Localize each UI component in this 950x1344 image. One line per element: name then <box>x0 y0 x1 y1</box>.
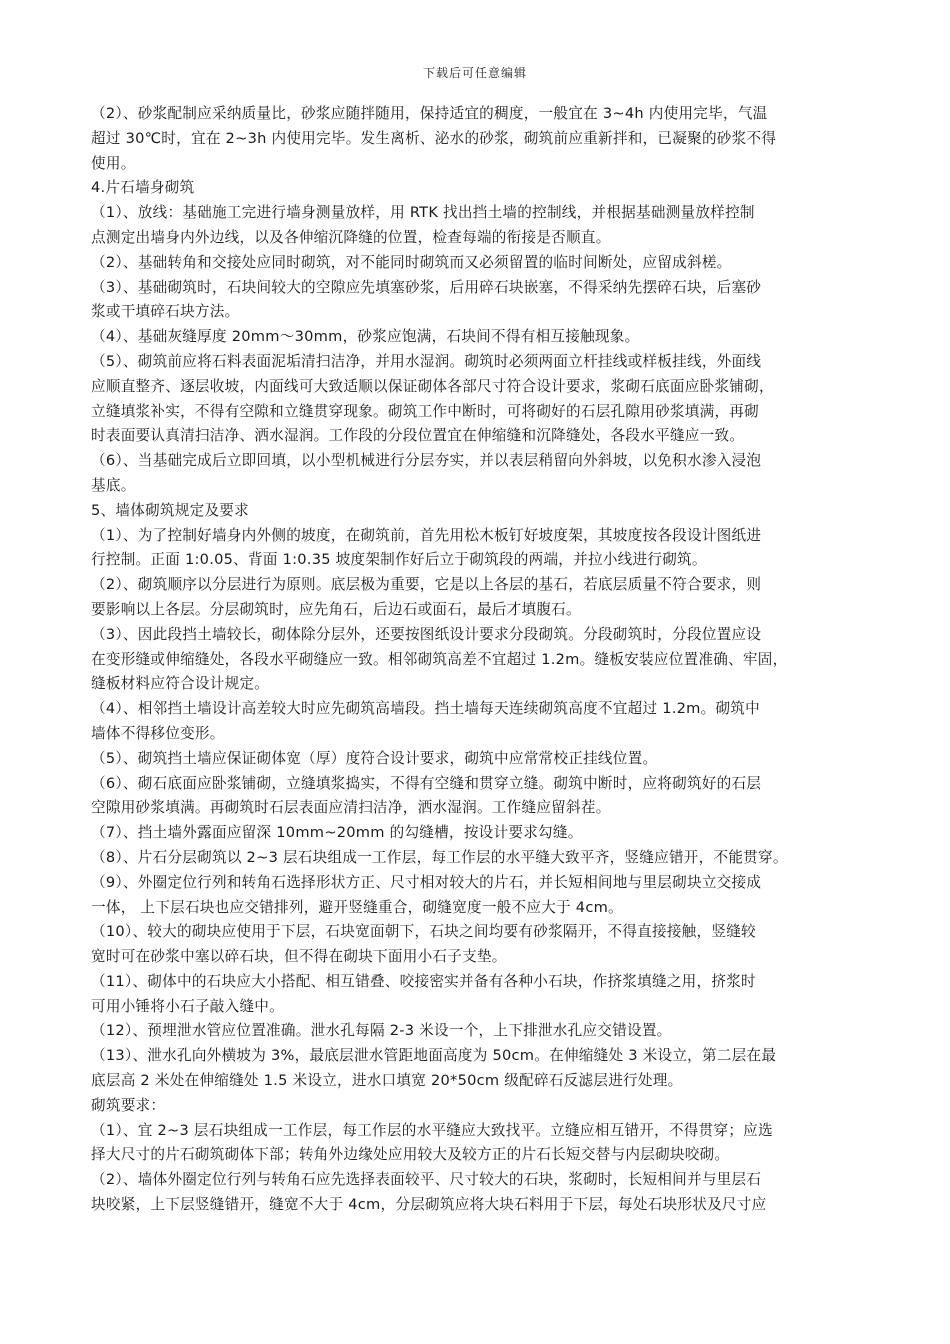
text-line: 墙体不得移位变形。 <box>91 724 225 742</box>
text-line: 使用。 <box>91 154 136 172</box>
text-line: 点测定出墙身内外边线，以及各伸缩沉降缝的位置，检查每端的衔接是否顺直。 <box>91 228 611 246</box>
text-line: 宽时可在砂浆中塞以碎石块，但不得在砌块下面用小石子支垫。 <box>91 948 507 966</box>
text-line: 时表面要认真清扫洁净、洒水湿润。工作段的分段位置宜在伸缩缝和沉降缝处，各段水平缝应一致。 <box>91 427 745 445</box>
page-header: 下载后可任意编辑 <box>422 66 527 80</box>
text-line: （1）、宜 2~3 层石块组成一工作层，每工作层的水平缝应大致找平。立缝应相互错开，不得贯穿；应选 <box>91 1121 773 1139</box>
text-line: （2）、砂浆配制应采纳质量比，砂浆应随拌随用，保持适宜的稠度，一般宜在 3~4h 内使用完毕，气温 <box>91 105 768 122</box>
document-body <box>91 102 866 1218</box>
text-line: （5）、砌筑挡土墙应保证砌体宽（厚）度符合设计要求，砌筑中应常常校正挂线位置。 <box>91 749 658 767</box>
text-line: 立缝填浆补实，不得有空隙和立缝贯穿现象。砌筑工作中断时，可将砌好的石层孔隙用砂浆填满，再砌 <box>91 402 759 420</box>
text-line: 砌筑要求： <box>91 1096 166 1114</box>
text-line: （3）、基础砌筑时，石块间较大的空隙应先填塞砂浆，后用碎石块嵌塞，不得采纳先摆碎石块，后塞砂 <box>91 278 762 296</box>
text-line: 可用小锤将小石子敲入缝中。 <box>91 997 284 1015</box>
text-line: （8）、片石分层砌筑以 2~3 层石块组成一工作层，每工作层的水平缝大致平齐，竖缝应错开，不能贯穿。 <box>91 848 788 866</box>
text-line: 4.片石墙身砌筑 <box>91 179 195 197</box>
text-line: 一体， 上下层石块也应交错排列，避开竖缝重合，砌缝宽度一般不应大于 4cm。 <box>91 898 623 916</box>
text-line: （6）、当基础完成后立即回填，以小型机械进行分层夯实，并以表层稍留向外斜坡，以免积水渗入浸泡 <box>91 452 762 470</box>
text-line: （2）、砌筑顺序以分层进行为原则。底层极为重要，它是以上各层的基石，若底层质量不符合要求，则 <box>91 576 762 594</box>
text-line: 基底。 <box>91 476 136 494</box>
text-line: 应顺直整齐、逐层收坡，内面线可大致适顺以保证砌体各部尺寸符合设计要求，浆砌石底面应卧浆铺砌， <box>91 377 774 395</box>
text-line: （3）、因此段挡土墙较长，砌体除分层外，还要按图纸设计要求分段砌筑。分段砌筑时，分段位置应设 <box>91 625 762 643</box>
text-line: （13）、泄水孔向外横坡为 3%，最底层泄水管距地面高度为 50cm。在伸缩缝处 3 米设立，第二层在最 <box>91 1047 777 1065</box>
text-line: 块咬紧，上下层竖缝错开，缝宽不大于 4cm，分层砌筑应将大块石料用于下层，每处石块形状及尺寸应 <box>91 1196 767 1214</box>
text-line: （4）、基础灰缝厚度 20mm～30mm，砂浆应饱满，石块间不得有相互接触现象。 <box>91 328 640 346</box>
text-line: （5）、砌筑前应将石料表面泥垢清扫洁净，并用水湿润。砌筑时必须两面立杆挂线或样板挂线，外面线 <box>91 352 762 370</box>
text-line: 择大尺寸的片石砌筑砌体下部；转角外边缘处应用较大及较方正的片石长短交替与内层砌块咬砌。 <box>91 1146 730 1164</box>
text-line: 要影响以上各层。分层砌筑时，应先角石，后边石或面石，最后才填腹石。 <box>91 600 581 618</box>
text-line: （4）、相邻挡土墙设计高差较大时应先砌筑高墙段。挡土墙每天连续砌筑高度不宜超过 1.2m。砌筑中 <box>91 700 760 718</box>
text-line: 浆或干填碎石块方法。 <box>91 303 240 321</box>
text-line: 底层高 2 米处在伸缩缝处 1.5 米设立，进水口填宽 20*50cm 级配碎石反滤层进行处理。 <box>91 1072 683 1090</box>
text-line: （1）、为了控制好墙身内外侧的坡度，在砌筑前，首先用松木板钉好坡度架，其坡度按各段设计图纸进 <box>91 526 762 544</box>
text-line: 超过 30℃时，宜在 2~3h 内使用完毕。发生离析、泌水的砂浆，砌筑前应重新拌和，已凝聚的砂浆不得 <box>91 129 777 147</box>
text-line: （7）、挡土墙外露面应留深 10mm~20mm 的勾缝槽，按设计要求勾缝。 <box>91 824 583 842</box>
text-line: （9）、外圈定位行列和转角石选择形状方正、尺寸相对较大的片石，并长短相间地与里层砌块立交接成 <box>91 873 762 891</box>
text-line: 空隙用砂浆填满。再砌筑时石层表面应清扫洁净，洒水湿润。工作缝应留斜茬。 <box>91 799 611 817</box>
text-line: （6）、砌石底面应卧浆铺砌，立缝填浆捣实，不得有空缝和贯穿立缝。砌筑中断时，应将砌筑好的石层 <box>91 774 762 792</box>
text-line: 缝板材料应符合设计规定。 <box>91 675 270 693</box>
text-line: 在变形缝或伸缩缝处，各段水平砌缝应一致。相邻砌筑高差不宜超过 1.2m。缝板安装应位置准确、牢固， <box>91 650 788 668</box>
text-line: 5、墙体砌筑规定及要求 <box>91 501 249 519</box>
text-line: （12）、预埋泄水管应位置准确。泄水孔每隔 2-3 米设一个，上下排泄水孔应交错设置。 <box>91 1022 672 1040</box>
text-line: （2）、基础转角和交接处应同时砌筑，对不能同时砌筑而又必须留置的临时间断处，应留成斜槎。 <box>91 253 732 271</box>
text-line: 行控制。正面 1:0.05、背面 1:0.35 坡度架制作好后立于砌筑段的两端，并拉小线进行砌筑。 <box>91 551 707 569</box>
text-line: （2）、墙体外圈定位行列与转角石应先选择表面较平、尺寸较大的石块，浆砌时，长短相间并与里层石 <box>91 1171 762 1189</box>
text-line: （10）、较大的砌块应使用于下层，石块宽面朝下，石块之间均要有砂浆隔开，不得直接接触，竖缝较 <box>91 923 756 941</box>
text-line: （1）、放线：基础施工完进行墙身测量放样，用 RTK 找出挡土墙的控制线，并根据基础测量放样控制 <box>91 204 755 222</box>
text-line: （11）、砌体中的石块应大小搭配、相互错叠、咬接密实并备有各种小石块，作挤浆填缝之用，挤浆时 <box>91 972 756 990</box>
